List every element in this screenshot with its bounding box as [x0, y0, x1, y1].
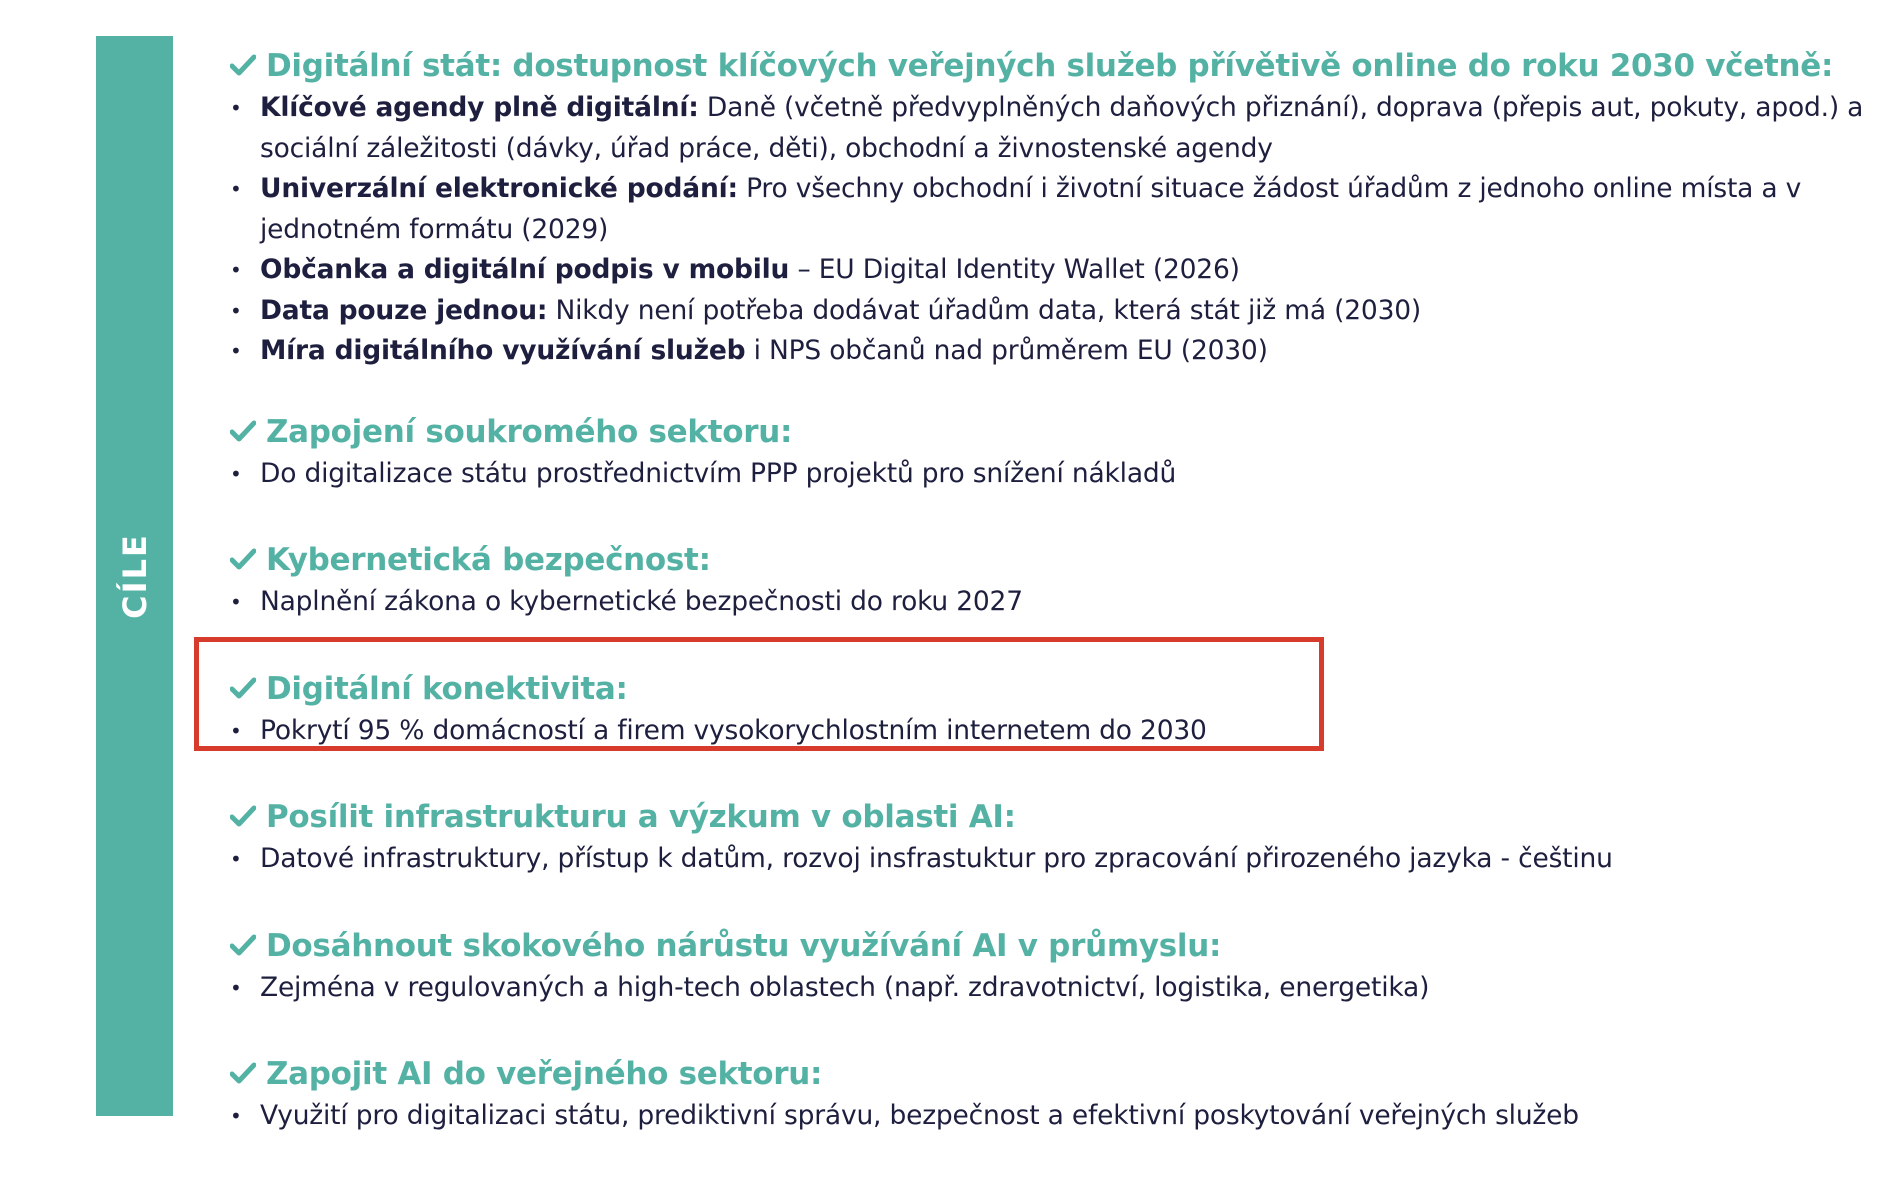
- list-item: • Univerzální elektronické podání: Pro všechny obchodní i životní situace žádost úřadům z jednoho online místa a v jednotném formátu (2029): [230, 169, 1870, 250]
- section-items: [230, 454, 1870, 495]
- section-items: [230, 88, 1870, 372]
- check-icon: [230, 538, 256, 582]
- section-items: [230, 968, 1870, 1009]
- section-private-sector: [230, 410, 1870, 495]
- section-ai-public-sector: [230, 1052, 1870, 1137]
- section-heading: Digitální konektivita:: [230, 667, 1870, 711]
- section-items: [230, 839, 1870, 880]
- list-item: • Naplnění zákona o kybernetické bezpečnosti do roku 2027: [230, 582, 1870, 623]
- list-item: • Data pouze jednou: Nikdy není potřeba dodávat úřadům data, která stát již má (2030): [230, 291, 1870, 332]
- section-items: [230, 1096, 1870, 1137]
- list-item: • Využití pro digitalizaci státu, prediktivní správu, bezpečnost a efektivní poskytování veřejných služeb: [230, 1096, 1870, 1137]
- section-digital-state: [230, 44, 1870, 372]
- list-item: • Zejména v regulovaných a high-tech oblastech (např. zdravotnictví, logistika, energetika): [230, 968, 1870, 1009]
- list-item: • Do digitalizace státu prostřednictvím PPP projektů pro snížení nákladů: [230, 454, 1870, 495]
- section-cyber-security: [230, 538, 1870, 623]
- section-heading: Digitální stát: dostupnost klíčových veřejných služeb přívětivě online do roku 2030 včetně:: [230, 44, 1870, 88]
- check-icon: [230, 795, 256, 839]
- list-item: • Míra digitálního využívání služeb i NPS občanů nad průměrem EU (2030): [230, 331, 1870, 372]
- list-item: • Občanka a digitální podpis v mobilu – EU Digital Identity Wallet (2026): [230, 250, 1870, 291]
- list-item: • Pokrytí 95 % domácností a firem vysokorychlostním internetem do 2030: [230, 711, 1870, 752]
- check-icon: [230, 924, 256, 968]
- check-icon: [230, 1052, 256, 1096]
- check-icon: [230, 44, 256, 88]
- section-ai-industry: [230, 924, 1870, 1009]
- sidebar-label: CÍLE: [115, 533, 154, 619]
- section-heading: Dosáhnout skokového nárůstu využívání AI v průmyslu:: [230, 924, 1870, 968]
- goals-content: [230, 44, 1870, 1181]
- section-heading: Kybernetická bezpečnost:: [230, 538, 1870, 582]
- list-item: • Datové infrastruktury, přístup k datům, rozvoj insfrastuktur pro zpracování přirozeného jazyka - češtinu: [230, 839, 1870, 880]
- section-ai-infrastructure: [230, 795, 1870, 880]
- section-heading: Posílit infrastrukturu a výzkum v oblasti AI:: [230, 795, 1870, 839]
- sidebar-band: [96, 36, 173, 1116]
- list-item: • Klíčové agendy plně digitální: Daně (včetně předvyplněných daňových přiznání), doprava (přepis aut, pokuty, apod.) a sociální záležitosti (dávky, úřad práce, děti), obchodní a živnostenské agendy: [230, 88, 1870, 169]
- section-heading: Zapojit AI do veřejného sektoru:: [230, 1052, 1870, 1096]
- section-heading: Zapojení soukromého sektoru:: [230, 410, 1870, 454]
- check-icon: [230, 410, 256, 454]
- section-items: [230, 582, 1870, 623]
- highlight-frame: [194, 637, 1324, 751]
